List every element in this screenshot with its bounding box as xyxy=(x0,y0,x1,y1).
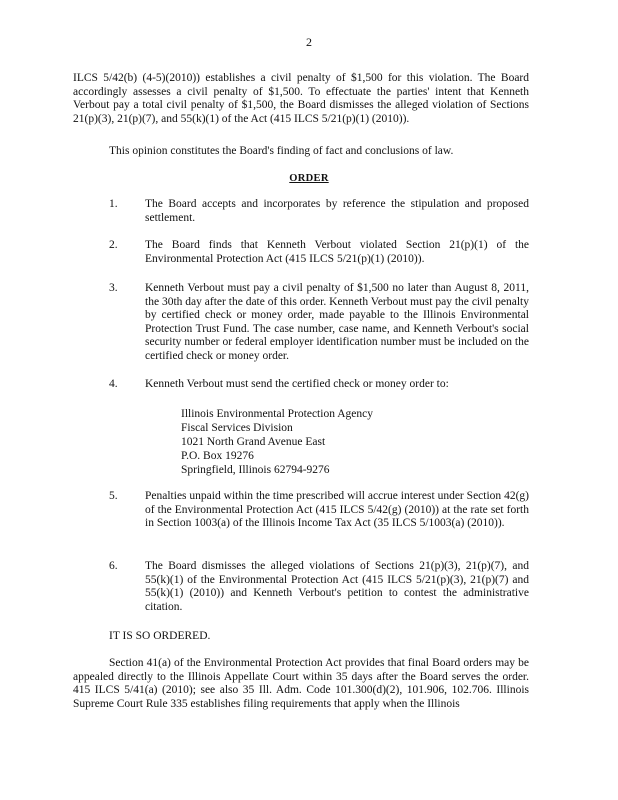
appeal-paragraph: Section 41(a) of the Environmental Protection Act provides that final Board orders may be appealed directly to the Illinois Appellate Court within 35 days after the Board serves the order. 415 ILCS 5/41(a) (2010); see also 35 Ill. Adm. Code 101.300(d)(2), 101.906, 102.706. Illinois Supreme Court Rule 335 establishes filing requirements that apply when the Illinois xyxy=(73,657,529,710)
order-item-text: Kenneth Verbout must send the certified check or money order to: xyxy=(145,378,449,390)
order-item-text: The Board finds that Kenneth Verbout violated Section 21(p)(1) of the Environmental Protection Act (415 ILCS 5/21(p)(1) (2010)). xyxy=(145,239,529,265)
order-item-text: The Board dismisses the alleged violations of Sections 21(p)(3), 21(p)(7), and 55(k)(1) of the Environmental Protection Act (415 ILCS 5/21(p)(3), 21(p)(7) and 55(k)(1) (2010)) and Kenneth Verbout's petition to contest the administrative citation. xyxy=(145,560,529,613)
address-line: Fiscal Services Division xyxy=(181,422,293,434)
order-item-number: 6. xyxy=(109,560,118,572)
address-line: 1021 North Grand Avenue East xyxy=(181,436,326,448)
address-line: Illinois Environmental Protection Agency xyxy=(181,408,373,420)
penalty-paragraph: ILCS 5/42(b) (4-5)(2010)) establishes a civil penalty of $1,500 for this violation. The Board accordingly assesses a civil penalty of $1,500. To effectuate the parties' intent that Kenneth Verbout pay a total civil penalty of $1,500, the Board dismisses the alleged violation of Sections 21(p)(3), 21(p)(7), and 55(k)(1) of the Act (415 ILCS 5/21(p)(1) (2010)). xyxy=(73,72,529,125)
page-number: 2 xyxy=(306,35,312,49)
opinion-paragraph: This opinion constitutes the Board's finding of fact and conclusions of law. xyxy=(109,145,454,157)
so-ordered-line: IT IS SO ORDERED. xyxy=(109,630,211,642)
order-item-number: 4. xyxy=(109,378,118,390)
order-item-number: 5. xyxy=(109,490,118,502)
address-line: Springfield, Illinois 62794-9276 xyxy=(181,464,330,476)
order-item-number: 1. xyxy=(109,198,118,210)
order-item-text: Penalties unpaid within the time prescribed will accrue interest under Section 42(g) of the Environmental Protection Act (415 ILCS 5/42(g) (2010)) at the rate set forth in Section 1003(a) of the Illinois Income Tax Act (35 ILCS 5/1003(a) (2010)). xyxy=(145,490,529,529)
order-item-text: Kenneth Verbout must pay a civil penalty of $1,500 no later than August 8, 2011, the 30th day after the date of this order. Kenneth Verbout must pay the civil penalty by certified check or money order, made payable to the Illinois Environmental Protection Trust Fund. The case number, case name, and Kenneth Verbout's social security number or federal employer identification number must be included on the certified check or money order. xyxy=(145,282,529,362)
order-item-text: The Board accepts and incorporates by reference the stipulation and proposed settlement. xyxy=(145,198,529,224)
mailing-address xyxy=(181,407,373,477)
address-line: P.O. Box 19276 xyxy=(181,450,254,462)
order-item-number: 2. xyxy=(109,239,118,251)
order-heading: ORDER xyxy=(289,173,329,184)
order-item-number: 3. xyxy=(109,282,118,294)
